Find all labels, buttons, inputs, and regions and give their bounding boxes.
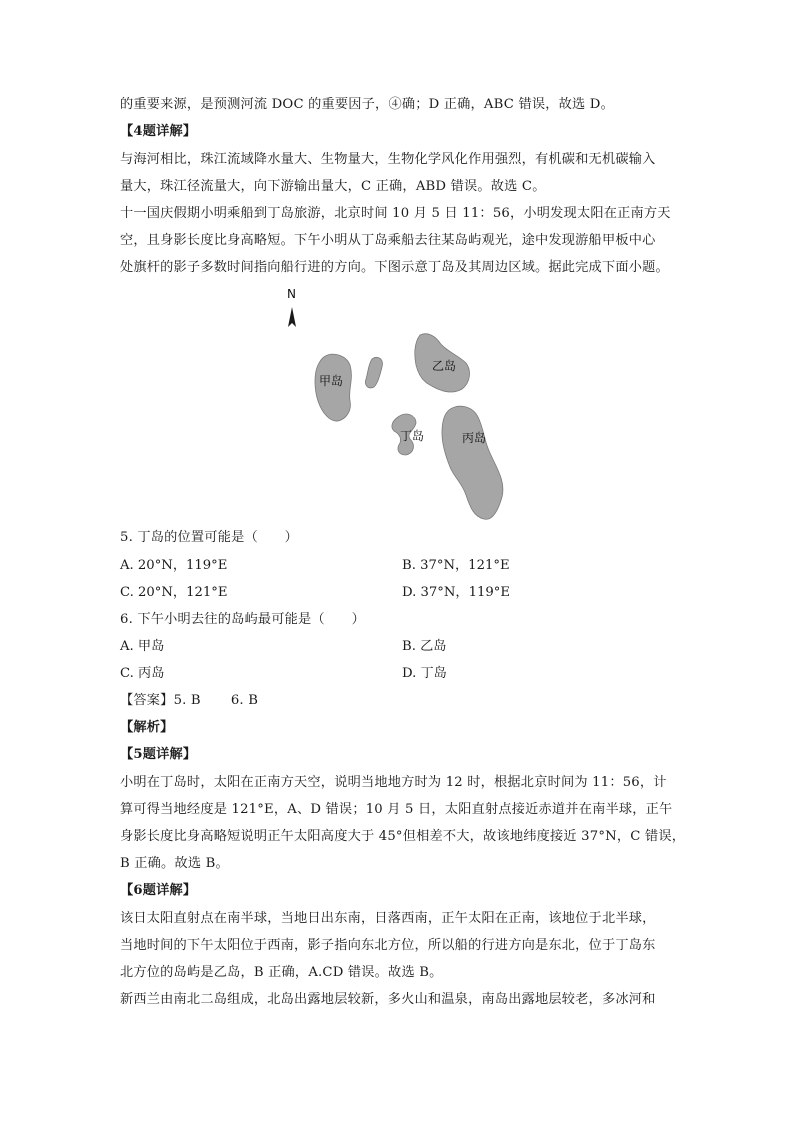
question-intro-line: 空，且身影长度比身高略短。下午小明从丁岛乘船去往某岛屿观光，途中发现游船甲板中心	[120, 233, 656, 248]
section-heading-q6: 【6题详解】	[120, 883, 197, 898]
island-bing	[442, 406, 503, 519]
section-heading-q4: 【4题详解】	[120, 124, 197, 139]
island-small	[365, 357, 382, 387]
text-line: 该日太阳直射点在南半球，当地日出东南，日落西南，正午太阳在正南，该地位于北半球，	[120, 911, 656, 926]
label-jia: 甲岛	[319, 374, 344, 388]
label-yi: 乙岛	[432, 359, 457, 373]
text-line: 算可得当地经度是 121°E，A、D 错误；10 月 5 日，太阳直射点接近赤道并在南半球，正午	[120, 802, 673, 817]
island-map	[280, 285, 520, 530]
text-line: 量大，珠江径流量大，向下游输出量大，C 正确，ABD 错误。故选 C。	[120, 179, 546, 194]
text-line: 的重要来源，是预测河流 DOC 的重要因子，④确；D 正确，ABC 错误，故选 D。	[120, 97, 614, 112]
question-5-stem: 5. 丁岛的位置可能是（ ）	[120, 530, 299, 545]
q5-option-a: A. 20°N，119°E	[120, 558, 228, 573]
label-ding: 丁岛	[400, 429, 425, 443]
section-heading-q5: 【5题详解】	[120, 747, 197, 762]
q6-option-a: A. 甲岛	[120, 639, 165, 654]
north-label: N	[287, 287, 296, 301]
q6-option-c: C. 丙岛	[120, 666, 165, 681]
question-intro-line: 十一国庆假期小明乘船到丁岛旅游，北京时间 10 月 5 日 11：56，小明发现太阳在正南方天	[120, 206, 671, 221]
answer-label: 【答案】	[120, 693, 174, 708]
q6-option-b: B. 乙岛	[402, 639, 447, 654]
text-line: 当地时间的下午太阳位于西南，影子指向东北方位，所以船的行进方向是东北，位于丁岛东	[120, 938, 656, 953]
q5-option-b: B. 37°N，121°E	[402, 558, 510, 573]
text-line: 北方位的岛屿是乙岛，B 正确，A.CD 错误。故选 B。	[120, 965, 443, 980]
text-line: 身影长度比身高略短说明正午太阳高度大于 45°但相差不大，故该地纬度接近 37°N，C 错误，	[120, 829, 686, 844]
answer-line	[120, 692, 258, 710]
q5-option-c: C. 20°N，121°E	[120, 585, 228, 600]
text-line: 与海河相比，珠江流域降水量大、生物量大，生物化学风化作用强烈，有机碳和无机碳输入	[120, 152, 656, 167]
analysis-heading: 【解析】	[120, 720, 174, 735]
north-arrow	[287, 287, 296, 327]
text-line: B 正确。故选 B。	[120, 856, 229, 871]
north-arrow-icon	[288, 307, 296, 327]
text-line: 新西兰由南北二岛组成，北岛出露地层较新，多火山和温泉，南岛出露地层较老，多冰河和	[120, 992, 656, 1007]
answer-6: 6. B	[230, 693, 259, 708]
question-6-stem: 6. 下午小明去往的岛屿最可能是（ ）	[120, 612, 365, 627]
text-line: 小明在丁岛时，太阳在正南方天空，说明当地地方时为 12 时，根据北京时间为 11：56，计	[120, 775, 667, 790]
label-bing: 丙岛	[462, 431, 487, 445]
answer-5: 5. B	[173, 693, 201, 708]
q5-option-d: D. 37°N，119°E	[402, 585, 510, 600]
q6-option-d: D. 丁岛	[402, 666, 447, 681]
question-intro-line: 处旗杆的影子多数时间指向船行进的方向。下图示意丁岛及其周边区域。据此完成下面小题。	[120, 260, 669, 275]
